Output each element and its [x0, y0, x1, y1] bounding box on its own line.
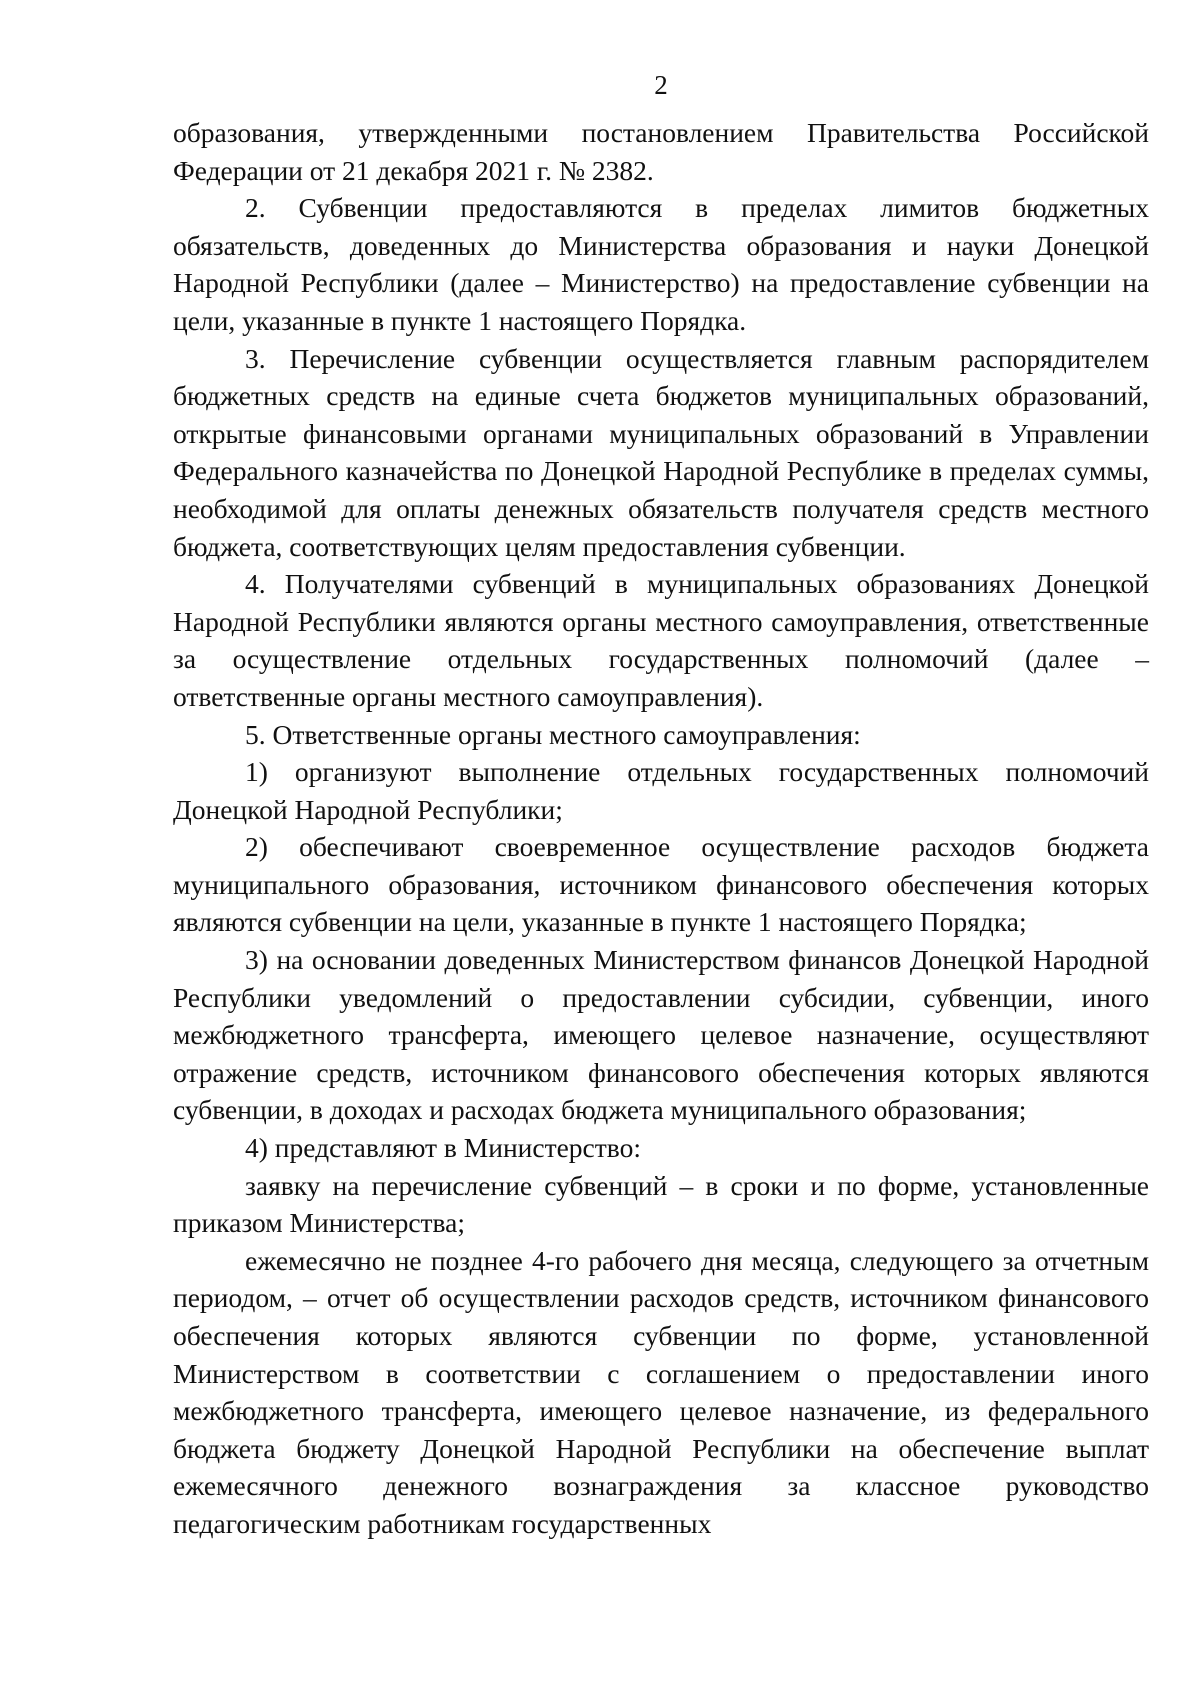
- paragraph-item-4: 4. Получателями субвенций в муниципальных образованиях Донецкой Народной Республики являются органы местного самоуправления, ответственные за осуществление отдельных государственных полномочий (далее – ответственные органы местного самоуправления).: [173, 568, 1149, 712]
- paragraph-subitem-4: 4) представляют в Министерство:: [245, 1132, 641, 1164]
- paragraph-item-3: 3. Перечисление субвенции осуществляется главным распорядителем бюджетных средств на единые счета бюджетов муниципальных образований, открытые финансовыми органами муниципальных образований в Управлении Федерального казначейства по Донецкой Народной Республике в пределах суммы, необходимой для оплаты денежных обязательств получателя средств местного бюджета, соответствующих целям предоставления субвенции.: [173, 342, 1149, 562]
- paragraph-request: заявку на перечисление субвенций – в сроки и по форме, установленные приказом Министерства;: [173, 1169, 1149, 1239]
- paragraph-subitem-3: 3) на основании доведенных Министерством финансов Донецкой Народной Республики уведомлений о предоставлении субсидии, субвенции, иного межбюджетного трансферта, имеющего целевое назначение, осуществляют отражение средств, источником финансового обеспечения которых являются субвенции, в доходах и расходах бюджета муниципального образования;: [173, 944, 1149, 1126]
- page-number: 2: [654, 70, 668, 100]
- document-body: [173, 114, 1149, 1543]
- paragraph-subitem-1: 1) организуют выполнение отдельных государственных полномочий Донецкой Народной Республики;: [173, 756, 1149, 825]
- paragraph-item-2: 2. Субвенции предоставляются в пределах лимитов бюджетных обязательств, доведенных до Министерства образования и науки Донецкой Народной Республики (далее – Министерство) на предоставление субвенции на цели, указанные в пункте 1 настоящего Порядка.: [173, 192, 1149, 336]
- paragraph-monthly-report: ежемесячно не позднее 4-го рабочего дня месяца, следующего за отчетным периодом, – отчет об осуществлении расходов средств, источником финансового обеспечения которых являются субвенции по форме, установленной Министерством в соответствии с соглашением о предоставлении иного межбюджетного трансферта, имеющего целевое назначение, из федерального бюджета бюджету Донецкой Народной Республики на обеспечение выплат ежемесячного денежного вознаграждения за классное руководство педагогическим работникам государственных: [173, 1244, 1149, 1539]
- paragraph-item-5: 5. Ответственные органы местного самоуправления:: [245, 718, 861, 750]
- paragraph-continuation: образования, утвержденными постановлением Правительства Российской Федерации от 21 декабря 2021 г. № 2382.: [173, 117, 1149, 186]
- paragraph-subitem-2: 2) обеспечивают своевременное осуществление расходов бюджета муниципального образования, источником финансового обеспечения которых являются субвенции на цели, указанные в пункте 1 настоящего Порядка;: [173, 831, 1149, 938]
